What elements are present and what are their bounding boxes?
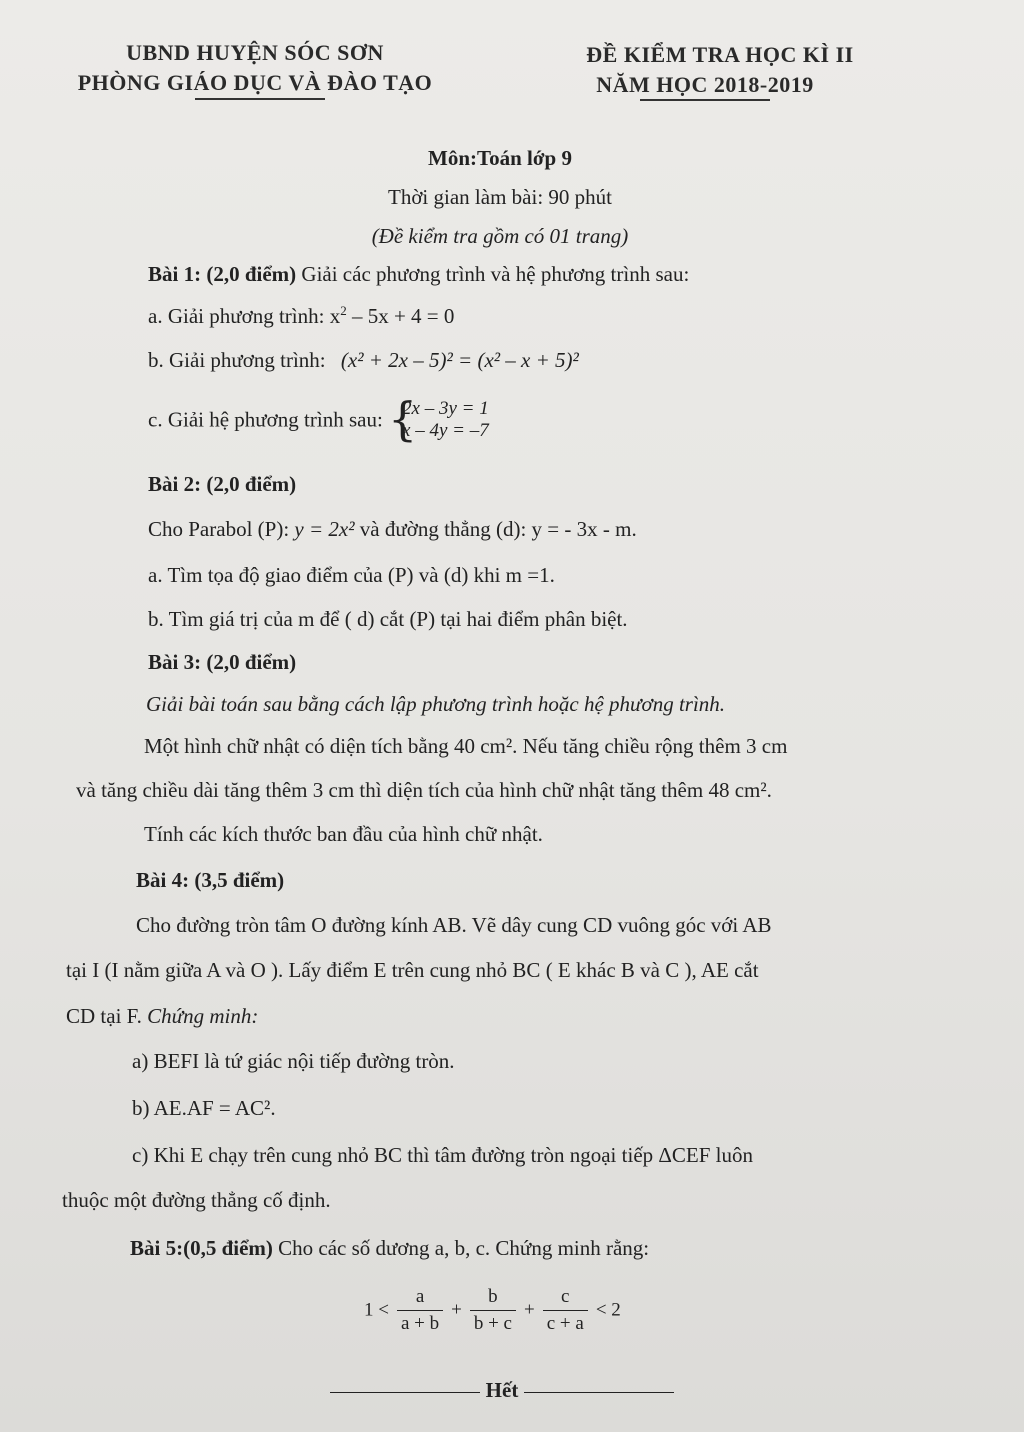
bai4-line3 — [66, 1004, 258, 1029]
ineq-left: 1 < — [364, 1299, 389, 1321]
bai1-b — [148, 348, 579, 373]
bai1-b-equation: (x² + 2x – 5)² = (x² – x + 5)² — [340, 348, 579, 372]
fraction-b — [470, 1284, 516, 1337]
bai4-line2: tại I (I nằm giữa A và O ). Lấy điểm E trên cung nhỏ BC ( E khác B và C ), AE cắt — [66, 958, 759, 982]
bai3-line3: Tính các kích thước ban đầu của hình chữ nhật. — [144, 822, 543, 846]
bai5-title: Bài 5:(0,5 điểm) — [130, 1236, 273, 1260]
fraction-c — [543, 1284, 588, 1337]
bai4-prove-label: Chứng minh: — [147, 1004, 259, 1028]
header-right-line1: ĐỀ KIỂM TRA HỌC KÌ II — [586, 42, 854, 67]
page-note: (Đề kiểm tra gồm có 01 trang) — [371, 224, 629, 248]
bai1-a-eq-x: x — [329, 304, 341, 328]
header-left-line1: UBND HUYỆN SÓC SƠN — [126, 40, 384, 65]
bai4-a: a) BEFI là tứ giác nội tiếp đường tròn. — [132, 1049, 455, 1073]
fraction-b-num: b — [470, 1284, 516, 1311]
bai3-instruction: Giải bài toán sau bằng cách lập phương trình hoặc hệ phương trình. — [146, 692, 726, 716]
bai1-c-system — [388, 392, 489, 446]
plus-2: + — [524, 1299, 535, 1321]
bai2-line-eq: và đường thẳng (d): y = - 3x - m. — [354, 517, 637, 541]
fraction-a-den: a + b — [400, 1313, 440, 1334]
bai3-line1: Một hình chữ nhật có diện tích bằng 40 cm². Nếu tăng chiều rộng thêm 3 cm — [144, 734, 788, 758]
system-row-2: x – 4y = –7 — [402, 420, 489, 441]
header-left-underline — [195, 98, 325, 100]
header-right-underline — [640, 99, 770, 101]
bai2-parabola-eq: y = 2x² — [294, 517, 355, 541]
fraction-c-den: c + a — [546, 1313, 584, 1334]
bai2-title: Bài 2: (2,0 điểm) — [148, 472, 297, 496]
bai3-line2: và tăng chiều dài tăng thêm 3 cm thì diện tích của hình chữ nhật tăng thêm 48 cm². — [76, 778, 772, 802]
subject-title: Môn:Toán lớp 9 — [428, 146, 572, 170]
end-line-right — [524, 1392, 674, 1393]
bai2-intro — [148, 517, 637, 542]
bai1-title: Bài 1: (2,0 điểm) — [148, 262, 297, 286]
end-line-left — [330, 1392, 480, 1393]
bai4-line1: Cho đường tròn tâm O đường kính AB. Vẽ dây cung CD vuông góc với AB — [136, 913, 772, 937]
plus-1: + — [451, 1299, 462, 1321]
bai1-heading — [148, 262, 689, 287]
bai5-heading — [130, 1236, 649, 1261]
bai5-intro: Cho các số dương a, b, c. Chứng minh rằng: — [272, 1236, 650, 1260]
bai4-c-line1: c) Khi E chạy trên cung nhỏ BC thì tâm đường tròn ngoại tiếp ΔCEF luôn — [132, 1143, 753, 1167]
bai1-c-label: c. Giải hệ phương trình sau: — [148, 407, 383, 432]
bai3-title: Bài 3: (2,0 điểm) — [148, 650, 297, 674]
ineq-right: < 2 — [595, 1299, 621, 1321]
duration: Thời gian làm bài: 90 phút — [388, 185, 612, 209]
bai1-intro: Giải các phương trình và hệ phương trình sau: — [296, 262, 690, 286]
bai4-b: b) AE.AF = AC². — [132, 1096, 276, 1120]
fraction-c-num: c — [543, 1284, 588, 1311]
end-marker — [312, 1378, 692, 1403]
bai4-title: Bài 4: (3,5 điểm) — [136, 868, 285, 892]
fraction-a — [397, 1284, 443, 1337]
bai1-a-label: a. Giải phương trình: — [148, 304, 330, 328]
bai1-b-label: b. Giải phương trình: — [148, 348, 326, 372]
bai2-b: b. Tìm giá trị của m để ( d) cắt (P) tại hai điểm phân biệt. — [148, 607, 628, 631]
system-brace: { — [388, 392, 418, 446]
bai4-c-line2: thuộc một đường thẳng cố định. — [62, 1188, 331, 1212]
system-row-1: 2x – 3y = 1 — [402, 398, 489, 419]
bai2-intro-text: Cho Parabol (P): — [148, 517, 295, 541]
header-left-line2: PHÒNG GIÁO DỤC VÀ ĐÀO TẠO — [77, 70, 433, 95]
bai1-a-eq-rest: – 5x + 4 = 0 — [346, 304, 455, 328]
fraction-b-den: b + c — [473, 1313, 512, 1334]
bai2-a: a. Tìm tọa độ giao điểm của (P) và (d) khi m =1. — [148, 563, 555, 587]
bai1-a: a. Giải phương trình: $x^2 - 5x + 4 = 0$ — [148, 303, 455, 328]
end-text: Hết — [485, 1378, 519, 1402]
bai5-inequality — [364, 1284, 621, 1337]
bai1-c — [148, 392, 489, 446]
bai4-line3-text: CD tại F. — [66, 1004, 148, 1028]
header-right-line2: NĂM HỌC 2018-2019 — [596, 72, 814, 97]
fraction-a-num: a — [397, 1284, 443, 1311]
